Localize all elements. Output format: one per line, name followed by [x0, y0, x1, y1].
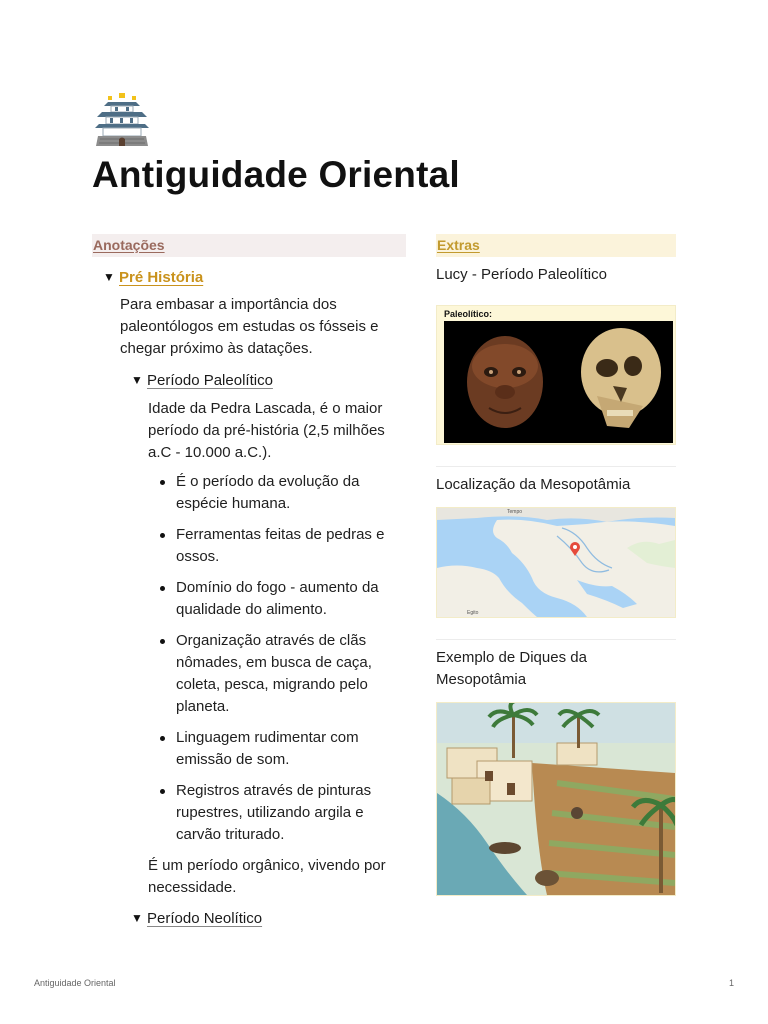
- notes-header: [92, 234, 406, 257]
- extra-title-lucy: Lucy - Período Paleolítico: [436, 266, 607, 283]
- footer-page-number: 1: [728, 978, 734, 988]
- mesopotamia-dikes-image[interactable]: [436, 702, 676, 896]
- divider: [436, 639, 676, 640]
- toggle-periodo-paleolitico[interactable]: [131, 369, 406, 391]
- divider: [436, 466, 676, 467]
- extra-title-mesopotamia-location: Localização da Mesopotâmia: [436, 476, 631, 493]
- list-item: Domínio do fogo - aumento da qualidade do alimento.: [176, 577, 406, 621]
- japanese-castle-icon: [94, 93, 150, 147]
- notes-column: [92, 234, 406, 929]
- map-label-bottom: Egito: [467, 610, 479, 616]
- list-item: Registros através de pinturas rupestres, utilizando argila e carvão triturado.: [176, 780, 406, 846]
- toggle-triangle-icon[interactable]: ▼: [103, 270, 115, 284]
- notes-header-label: Anotações: [93, 237, 165, 253]
- extras-column: [436, 234, 676, 896]
- mesopotamia-map-image[interactable]: [436, 507, 676, 618]
- extras-header: [436, 234, 676, 257]
- extra-title-dikes: Exemplo de Diques da Mesopotâmia: [436, 649, 587, 688]
- lucy-skull-image[interactable]: [436, 305, 676, 445]
- map-label-top: Tempo: [507, 509, 523, 515]
- extras-header-label: Extras: [437, 237, 480, 253]
- page-title: Antiguidade Oriental: [92, 154, 460, 195]
- toggle-pre-historia-label[interactable]: Pré História: [119, 268, 204, 286]
- list-item: Ferramentas feitas de pedras e ossos.: [176, 524, 406, 568]
- toggle-triangle-icon[interactable]: ▼: [131, 373, 143, 387]
- toggle-periodo-neolitico-label[interactable]: Período Neolítico: [147, 909, 263, 927]
- toggle-pre-historia[interactable]: [103, 266, 406, 288]
- toggle-periodo-neolitico[interactable]: [131, 907, 406, 929]
- list-item: Organização através de clãs nômades, em busca de caça, coleta, pesca, migrando pelo planeta.: [176, 630, 406, 718]
- paleolithic-closing: É um período orgânico, vivendo por necessidade.: [148, 857, 386, 896]
- toggle-periodo-paleolitico-label[interactable]: Período Paleolítico: [147, 371, 273, 389]
- paleolithic-bullet-list: [148, 471, 406, 846]
- paleolithic-intro: Idade da Pedra Lascada, é o maior período da pré-história (2,5 milhões a.C - 10.000 a.C.).: [148, 400, 385, 461]
- prehistory-intro: Para embasar a importância dos paleontólogos em estudas os fósseis e chegar próximo às datações.: [120, 296, 379, 357]
- footer-doc-name: Antiguidade Oriental: [34, 978, 116, 988]
- lucy-image-caption: Paleolítico:: [444, 309, 493, 319]
- list-item: É o período da evolução da espécie humana.: [176, 471, 406, 515]
- list-item: Linguagem rudimentar com emissão de som.: [176, 727, 406, 771]
- toggle-triangle-icon[interactable]: ▼: [131, 911, 143, 925]
